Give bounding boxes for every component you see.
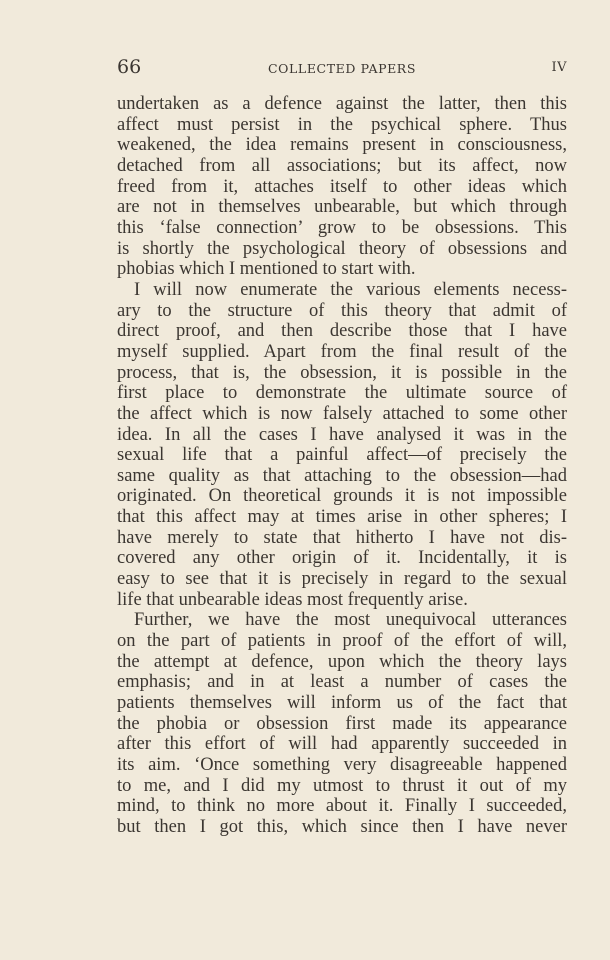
text-line: is shortly the psychological theory of obsessions and bbox=[117, 238, 567, 259]
text-line: process, that is, the obsession, it is possible in the bbox=[117, 362, 567, 383]
text-line: the affect which is now falsely attached to some other bbox=[117, 403, 567, 424]
running-header bbox=[117, 56, 567, 80]
text-line: Further, we have the most unequivocal utterances bbox=[134, 610, 567, 631]
text-line: affect must persist in the psychical sphere. Thus bbox=[117, 114, 567, 135]
text-line: detached from all associations; but its affect, now bbox=[117, 155, 567, 176]
text-line: are not in themselves unbearable, but which through bbox=[117, 197, 567, 218]
text-line: myself supplied. Apart from the final result of the bbox=[117, 341, 567, 362]
text-line: sexual life that a painful affect—of precisely the bbox=[117, 445, 567, 466]
volume-number: IV bbox=[551, 60, 567, 75]
text-line: emphasis; and in at least a number of cases the bbox=[117, 672, 567, 693]
text-line: covered any other origin of it. Incidentally, it is bbox=[117, 548, 567, 569]
text-line: weakened, the idea remains present in consciousness, bbox=[117, 135, 567, 156]
text-line: mind, to think no more about it. Finally I succeeded, bbox=[117, 796, 567, 817]
text-line: after this effort of will had apparently succeeded in bbox=[117, 734, 567, 755]
text-line: I will now enumerate the various elements necess- bbox=[134, 279, 567, 300]
running-title: COLLECTED PAPERS bbox=[268, 61, 416, 76]
text-line: freed from it, attaches itself to other ideas which bbox=[117, 176, 567, 197]
text-line: on the part of patients in proof of the effort of will, bbox=[117, 631, 567, 652]
text-line: to me, and I did my utmost to thrust it out of my bbox=[117, 775, 567, 796]
text-line: direct proof, and then describe those that I have bbox=[117, 321, 567, 342]
text-line: have merely to state that hitherto I have not dis- bbox=[117, 527, 567, 548]
text-line: this ‘false connection’ grow to be obsessions. This bbox=[117, 217, 567, 238]
text-line: same quality as that attaching to the obsession—had bbox=[117, 465, 567, 486]
text-line: ary to the structure of this theory that admit of bbox=[117, 300, 567, 321]
text-line: idea. In all the cases I have analysed it was in the bbox=[117, 424, 567, 445]
text-line: its aim. ‘Once something very disagreeable happened bbox=[117, 755, 567, 775]
text-line: undertaken as a defence against the latter, then this bbox=[117, 94, 567, 114]
text-line: first place to demonstrate the ultimate source of bbox=[117, 383, 567, 404]
text-line: easy to see that it is precisely in regard to the sexual bbox=[117, 569, 567, 590]
text-line: that this affect may at times arise in other spheres; I bbox=[117, 507, 567, 528]
text-line: the attempt at defence, upon which the theory lays bbox=[117, 651, 567, 672]
text-line: originated. On theoretical grounds it is not impossible bbox=[117, 486, 567, 507]
text-line: patients themselves will inform us of the fact that bbox=[117, 693, 567, 714]
text-line: phobias which I mentioned to start with. bbox=[117, 259, 416, 280]
text-line: the phobia or obsession first made its appearance bbox=[117, 713, 567, 734]
body-text bbox=[117, 94, 567, 838]
text-line: life that unbearable ideas most frequently arise. bbox=[117, 589, 468, 610]
text-line: but then I got this, which since then I have never bbox=[117, 816, 567, 837]
page-number: 66 bbox=[117, 56, 142, 78]
